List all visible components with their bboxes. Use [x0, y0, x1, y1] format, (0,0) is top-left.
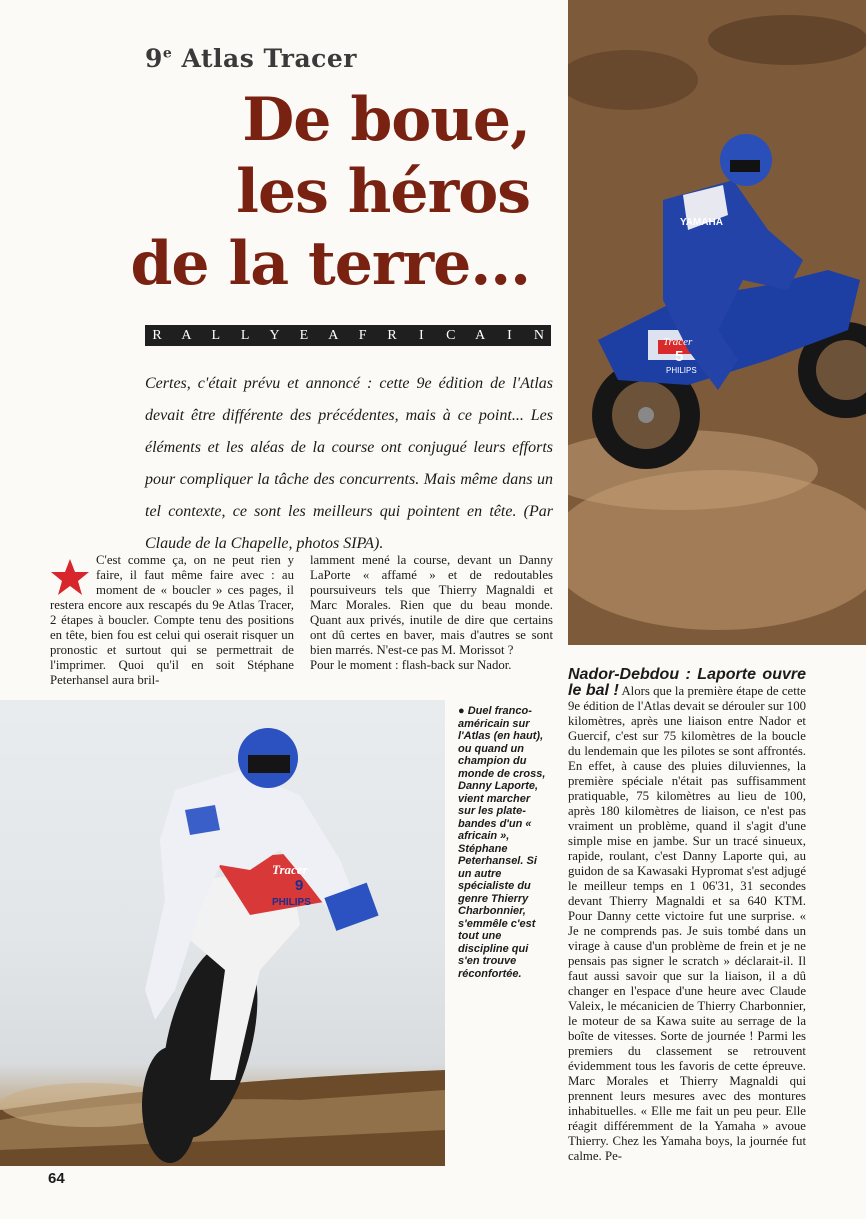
photo-top-number: 5: [675, 348, 684, 365]
rubric-letter: L: [240, 327, 250, 343]
kicker-ordinal: e: [162, 45, 173, 62]
article-paragraph: C'est comme ça, on ne peut rien y faire, il faut même faire avec : au moment de « boucler » ces pages, il restera encore aux rescapés du 9e Atlas Tracer, 2 étapes à boucler. Compte tenu des positions en tête, bien fou est celui qui oserait risquer un pronostic et surtout qui se permettrait de l'imprimer. Quoi qu'il en soit Stéphane Peterhansel aura bril-: [50, 553, 294, 687]
article-intro: Certes, c'était prévu et annoncé : cette 9e édition de l'Atlas devait être différente des précédentes, mais à ce point... Les éléments et les aléas de la course ont conjugué leurs efforts pour compliquer la tâche des concurrents. Mais même dans un tel contexte, ce sont les meilleurs qui pointent en tête. (Par Claude de la Chapelle, photos SIPA).: [145, 375, 553, 552]
rubric-letter: L: [211, 327, 221, 343]
article-paragraph-end: Pour le moment : flash-back sur Nador.: [310, 658, 512, 672]
rubric-letter: C: [446, 327, 456, 343]
rubric-letter: I: [507, 327, 512, 343]
rubric-letter: F: [358, 327, 367, 343]
article-paragraph: Alors que la première étape de cette 9e édition de l'Atlas devait se dérouler sur 100 kilomètres, après une liaison entre Nador et Guercif, c'est sur 75 kilomètres de la boucle du lendemain que les pilotes se sont affrontés. En effet, à cause des pluies diluviennes, la première spéciale n'était pas suffisamment pratiquable, 75 kilomètres au lieu de 100, après 180 kilomètres de liaison, ce n'est pas vraiment un problème, quand il s'agit d'une simple mise en jambe. Sur un tracé sinueux, rapide, roulant, c'est Danny Laporte qui, au guidon de sa Kawasaki Hypromat s'est adjugé le meilleur temps en 1 06'31, 31 secondes devant Thierry Magnaldi et sa 640 KTM. Pour Danny cette victoire fut une surprise. « Je ne comprends pas. Je suis tombé dans un virage à cause d'un problème de frein et je ne pensais pas signer le scratch » déclarait-il. Il faut aussi savoir que sur la liaison, il a dû changer en l'espace d'une heure avec Claude Valeix, le mécanicien de Thierry Charbonnier, le moteur de sa Kawa suite au serrage de la boîte de vitesses. Sorte de journée ! Parmi les premiers du classement se retrouvent évidemment tous les favoris de cette épreuve. Marc Morales et Thierry Magnaldi qui prennent leurs mesures avec des montures inhabituelles. « Elle me fait un peu peur. Elle réagit différemment de la Yamaha » avoue Thierry. Chez les Yamaha boys, la journée fut calme. Pe-: [568, 684, 806, 1163]
rubric-letter: N: [533, 327, 544, 343]
section-rubric: [145, 325, 551, 346]
photo-caption: ● Duel franco-américain sur l'Atlas (en haut), ou quand un champion du monde de cross, Danny Laporte, vient marcher sur les plate-bandes d'un « africain », Stéphane Peterhansel. Si un autre spécialiste du genre Thierry Charbonnier, s'emmêle c'est tout une discipline qui s'en trouve réconfortée.: [458, 705, 546, 980]
rubric-letter: R: [152, 327, 162, 343]
article-column-2: [310, 553, 553, 673]
photo-top-brand: YAMAHA: [680, 217, 723, 228]
rubric-letter: R: [387, 327, 397, 343]
photo-rider-yamaha: [568, 0, 866, 645]
photo-bottom-sponsor: Tracer: [272, 862, 308, 877]
photo-top-sponsor: Tracer: [663, 336, 693, 348]
page-number: 64: [48, 1170, 65, 1187]
rubric-letter: A: [181, 327, 192, 343]
rubric-letter: Y: [269, 327, 280, 343]
rubric-letter: I: [419, 327, 424, 343]
headline-line: les héros: [236, 157, 530, 227]
photo-bottom-number: 9: [295, 877, 304, 894]
star-icon: [50, 557, 90, 597]
article-column-1: [50, 553, 294, 688]
article-column-3: [568, 667, 806, 1164]
kicker-label: Atlas Tracer: [172, 44, 357, 73]
photo-top-philips: PHILIPS: [666, 366, 697, 375]
rubric-letter: A: [328, 327, 339, 343]
rubric-letter: A: [475, 327, 486, 343]
headline: [50, 84, 530, 300]
kicker: [145, 44, 357, 73]
headline-line: De boue,: [242, 85, 530, 155]
photo-bottom-philips: PHILIPS: [272, 897, 311, 908]
kicker-number: 9: [145, 44, 163, 73]
article-paragraph: lamment mené la course, devant un Danny LaPorte « affamé » et de redoutables poursuiveurs tels que Thierry Magnaldi et Marc Morales. Rien que du beau monde. Quant aux privés, inutile de dire que certains ont dû certes en baver, mais d'autres se sont bien marrés. N'est-ce pas M. Morissot ?: [310, 553, 553, 657]
subheading: Nador-Debdou : Laporte ouvre le bal !: [568, 666, 806, 699]
photo-rider-white-bike: [0, 700, 445, 1166]
headline-line: de la terre...: [130, 229, 530, 299]
rubric-letter: E: [299, 327, 309, 343]
